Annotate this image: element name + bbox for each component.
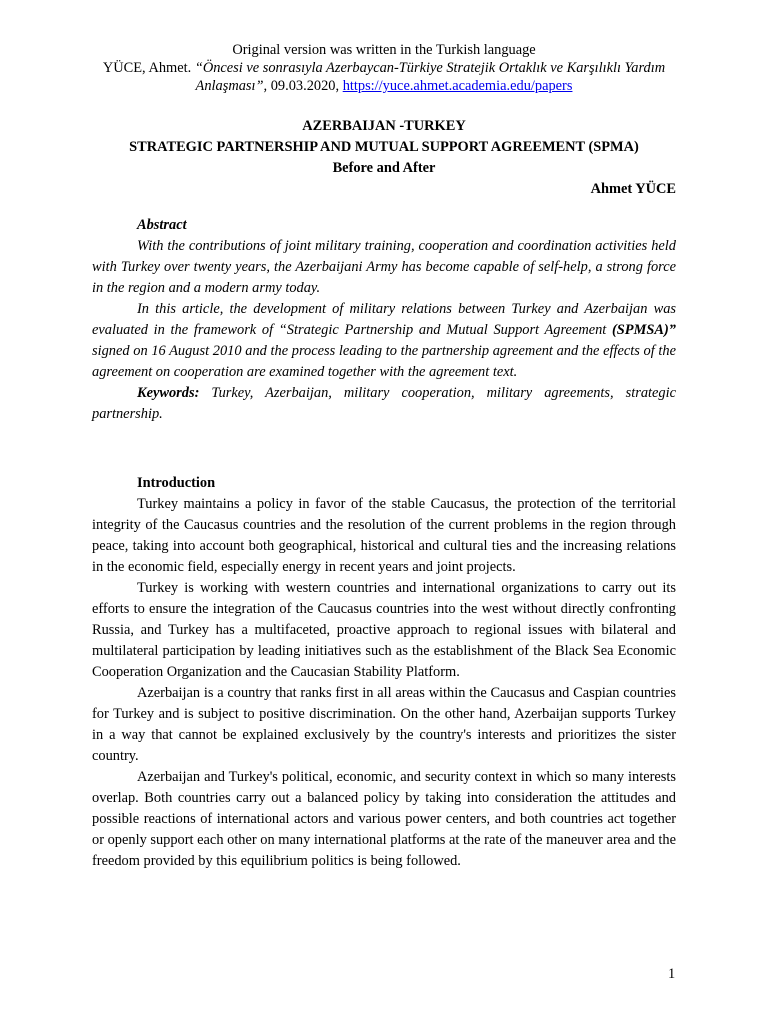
citation-title: “Öncesi ve sonrasıyla Azerbaycan-Türkiye Stratejik Ortaklık ve Karşılıklı Yardım Anlaşması”, bbox=[194, 60, 666, 94]
keywords-text: Turkey, Azerbaijan, military cooperation, military agreements, strategic partnership. bbox=[92, 385, 676, 422]
body-paragraph: Azerbaijan and Turkey's political, economic, and security context in which so many interests overlap. Both countries carry out a balanced policy by taking into consideration the attitudes and possible reactions of international actors and various power centers, and both countries act together or openly support each other on many international platforms at the rate of the maneuver area and the freedom provided by this equilibrium politics is being followed. bbox=[92, 769, 676, 869]
introduction-section bbox=[92, 473, 676, 872]
citation bbox=[92, 59, 676, 95]
citation-date: 09.03.2020, bbox=[267, 78, 343, 94]
introduction-heading: Introduction bbox=[137, 475, 216, 491]
body-paragraph: Turkey maintains a policy in favor of the stable Caucasus, the protection of the territorial integrity of the Caucasus countries and the resolution of the current problems in the region through peace, taking into account both geographical, historical and cultural ties and the increasing relations in the economic field, especially energy in recent years and joint projects. bbox=[92, 496, 676, 575]
abstract-paragraph: With the contributions of joint military training, cooperation and coordination activities held with Turkey over twenty years, the Azerbaijani Army has become capable of self-help, a strong force in the region and a modern army today. bbox=[92, 238, 676, 296]
keywords-label: Keywords: bbox=[137, 385, 200, 401]
translation-note: Original version was written in the Turkish language bbox=[232, 42, 536, 58]
citation-link[interactable]: https://yuce.ahmet.academia.edu/papers bbox=[342, 78, 573, 94]
abstract-heading: Abstract bbox=[137, 217, 187, 233]
title-line-2: STRATEGIC PARTNERSHIP AND MUTUAL SUPPORT AGREEMENT (SPMA) bbox=[129, 139, 639, 155]
abstract-section bbox=[92, 215, 676, 425]
abstract-paragraph bbox=[92, 299, 676, 383]
keywords bbox=[92, 383, 676, 425]
page-number: 1 bbox=[668, 966, 676, 982]
abstract-p2-text-end: signed on 16 August 2010 and the process leading to the partnership agreement and the effects of the agreement on cooperation are examined together with the agreement text. bbox=[92, 343, 676, 380]
title-line-1: AZERBAIJAN -TURKEY bbox=[302, 118, 466, 134]
body-paragraph: Azerbaijan is a country that ranks first in all areas within the Caucasus and Caspian countries for Turkey and is subject to positive discrimination. On the other hand, Azerbaijan supports Turkey in a way that cannot be explained exclusively by the country's interests and prioritizes the sister country. bbox=[92, 685, 676, 764]
document-page bbox=[92, 41, 676, 872]
citation-author: YÜCE, Ahmet. bbox=[102, 60, 195, 76]
abstract-p2-acronym: (SPMSA)” bbox=[612, 322, 676, 338]
abstract-p2-text: In this article, the development of military relations between Turkey and Azerbaijan was evaluated in the framework of “Strategic Partnership and Mutual Support Agreement bbox=[92, 301, 676, 338]
title-line-3: Before and After bbox=[332, 160, 436, 176]
author-name: Ahmet YÜCE bbox=[590, 181, 676, 197]
paper-title bbox=[92, 116, 676, 179]
body-paragraph: Turkey is working with western countries and international organizations to carry out its efforts to ensure the integration of the Caucasus countries into the west without directly confronting Russia, and Turkey has a multifaceted, proactive approach to regional issues with bilateral and multilateral participation by leading initiatives such as the establishment of the Black Sea Economic Cooperation Organization and the Caucasian Stability Platform. bbox=[92, 580, 676, 680]
